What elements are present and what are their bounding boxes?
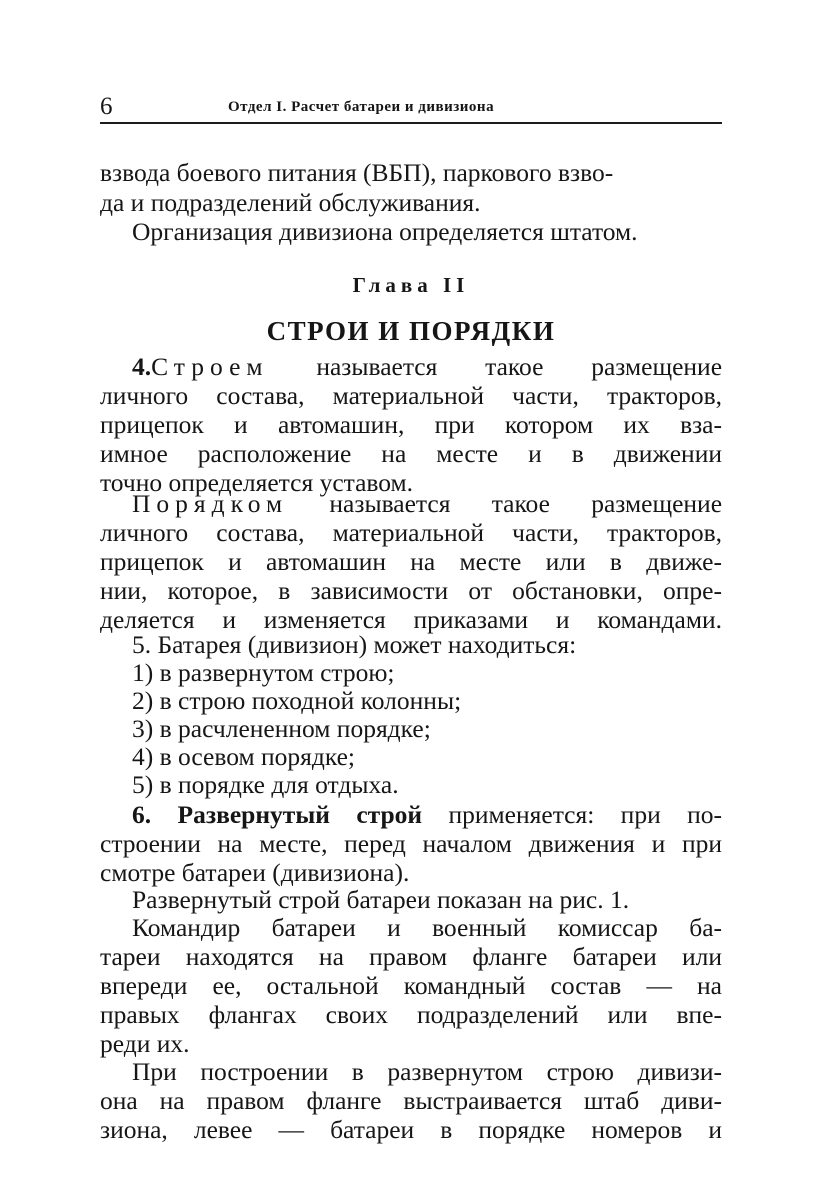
text-line: точно определяется уставом. [100,468,414,497]
paragraph-4-first-line [132,352,722,382]
text-line: смотре батареи (дивизиона). [100,858,410,887]
text-line: зиона, левее — батареи в порядке номеров и [100,1115,722,1144]
text-line: впереди ее, остальной командный состав — на [100,971,722,1000]
term-razvernutyi-stroi: Развернутый строй [177,800,423,829]
list-item: 1) в развернутом строю; [132,658,395,687]
text-line: деляется и изменяется приказами и командами. [100,605,722,634]
text-line: она на правом фланге выстраивается штаб диви- [100,1086,722,1115]
text-fragment: называется такое размещение [329,489,723,518]
page-number: 6 [100,93,113,120]
chapter-title: СТРОИ И ПОРЯДКИ [266,316,556,346]
paragraph-number: 4. [132,352,152,381]
term-strоem: Строем [151,352,269,381]
list-item: 2) в строю походной колонны; [132,686,462,715]
text-fragment: применяется: при по- [448,800,722,829]
text-line: нии, которое, в зависимости от обстановки, опре- [100,576,722,605]
text-line: При построении в развернутом строю дивизи- [132,1057,722,1086]
text-line: правых флангах своих подразделений или впе- [100,1000,722,1029]
page-header [100,92,722,124]
list-item: 5) в порядке для отдыха. [132,770,399,799]
paragraph-6-first-line [132,800,722,830]
text-line: 5. Батарея (дивизион) может находиться: [132,630,577,659]
running-head: Отдел I. Расчет батареи и дивизиона [228,99,495,115]
text-line: да и подразделений обслуживания. [100,188,481,217]
text-fragment: называется такое размещение [316,352,723,381]
text-line: Организация дивизиона определяется штатом. [132,217,638,246]
text-line: Развернутый строй батареи показан на рис. 1. [132,885,630,914]
text-line: личного состава, материальной части, тракторов, [100,518,722,547]
text-line: тареи находятся на правом фланге батареи или [100,942,722,971]
paragraph-number: 6. [132,800,152,829]
paragraph-poryadok-first-line [132,489,722,519]
text-line: личного состава, материальной части, тракторов, [100,381,722,410]
text-line: реди их. [100,1029,190,1058]
chapter-label: Глава II [352,273,470,297]
text-line: взвода боевого питания (ВБП), паркового взво- [100,158,614,187]
text-line: имное расположение на месте и в движении [100,439,722,468]
text-line: Командир батареи и военный комиссар ба- [132,913,722,942]
text-line: прицепок и автомашин, при котором их вза- [100,410,722,439]
text-line: строении на месте, перед началом движения и при [100,829,722,858]
list-item: 3) в расчлененном порядке; [132,714,431,743]
term-poryadok: Порядком [132,489,289,518]
list-item: 4) в осевом порядке; [132,742,356,771]
text-line: прицепок и автомашин на месте или в движе- [100,547,722,576]
